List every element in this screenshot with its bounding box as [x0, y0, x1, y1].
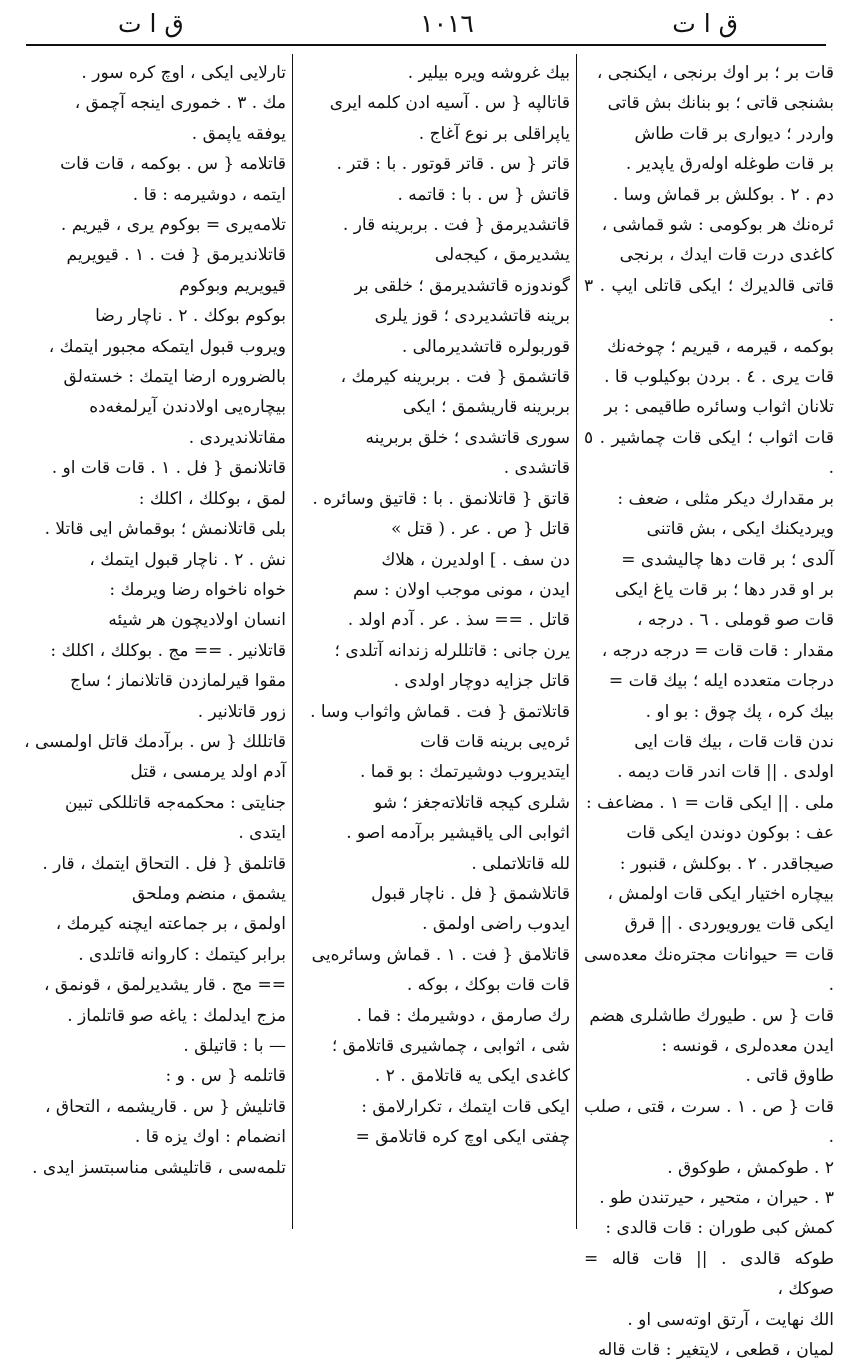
- text-line: قوربولره قاتشدیرمالی .: [401, 336, 570, 357]
- text-line: بیچاره اختیار ایكی قات اولمش ،: [607, 883, 834, 904]
- text-line: كمش كبی طوران : قات قالدی :: [605, 1218, 834, 1239]
- text-line: قاتشدیرمق { فت . بربرینه قار .: [342, 215, 570, 236]
- column-divider-left: [292, 54, 293, 1229]
- column-divider-right: [576, 54, 577, 1229]
- text-line: قاتل { ص . عر . ( قتل »: [390, 519, 570, 540]
- text-line: قاتی قالدیرك ؛ ایكی قاتلی ایپ . ٣ .: [584, 275, 834, 327]
- text-line: بلی قاتلانمش ؛ بوقماش ایی قاتلا .: [44, 519, 286, 540]
- page-header: [22, 6, 828, 40]
- text-line: ایدن معده‌لری ، قونسه :: [661, 1036, 834, 1056]
- text-line: قات بر ؛ بر اوك برنجی ، ایكنجی ،: [596, 63, 834, 83]
- text-line: قاتلاتمق { فت . قماش واثواب وسا .: [310, 701, 570, 722]
- text-line: آدم اولد یرمسی ، قتل: [130, 762, 286, 783]
- text-line: قاتلامق { فت . ١ . قماش وسائره‌یی: [311, 944, 570, 965]
- text-line: كاغدی درت قات ایدك ، برنجی: [619, 245, 834, 266]
- text-line: بر قات طوغله اوله‌رق یاپدیر .: [625, 154, 834, 175]
- text-line: بیچاره‌یی اولادندن آیرلمغه‌ده: [89, 397, 286, 418]
- text-line: انضمام : اوك یزه قا .: [134, 1127, 286, 1148]
- text-line: رك صارمق ، دوشیرمك : قما .: [356, 1005, 570, 1026]
- text-line: ایتمه ، دوشیرمه : قا .: [132, 184, 286, 205]
- text-line: اولدی . || قات اندر قات دیمه .: [617, 762, 834, 783]
- text-line: بوكوم بوكك . ٢ . ناچار رضا: [95, 306, 286, 327]
- text-line: ندن قات قات ، بیك قات ایی: [634, 731, 834, 752]
- text-line: ایتدیروب دوشیرتمك : بو قما .: [359, 762, 570, 783]
- column-middle: [300, 58, 570, 1230]
- text-line: ئره‌یی برینه قات قات: [420, 731, 570, 752]
- text-line: انسان اولادیچون هر شیئه: [108, 610, 286, 631]
- text-line: شی ، اثوابی ، چماشیری قاتلامق ؛: [331, 1036, 570, 1056]
- text-line: قات یری . ٤ . بردن بوكیلوب قا .: [604, 367, 834, 388]
- text-line: قاتش { س . با : قاتمه .: [397, 184, 570, 205]
- text-line: یوفقه یاپمق .: [191, 123, 286, 144]
- text-line: طوكه قالدی . || قات قاله = صوكك ،: [584, 1248, 834, 1300]
- text-line: بربرینه قاریشمق ؛ ایكی: [402, 397, 570, 418]
- text-line: قاتلمه { س . و :: [165, 1066, 286, 1087]
- text-line: بشنجی قاتی ؛ بو بنانك بش قاتی: [607, 93, 834, 114]
- text-line: قاتالپه { س . آسیه ادن كلمه ایری: [329, 93, 570, 114]
- text-line: مقدار : قات قات = درجه درجه ،: [601, 640, 834, 661]
- text-line: آلدی ؛ بر قات دها چالیشدی =: [621, 549, 834, 570]
- text-line: قاتلیش { س . قاریشمه ، التحاق ،: [45, 1096, 286, 1117]
- text-line: بر او قدر دها ؛ بر قات یاغ ایكی: [614, 579, 834, 600]
- text-line: قیویریم وبوكوم: [179, 275, 286, 296]
- text-line: قاتلامه { س . بوكمه ، قات قات: [60, 154, 286, 175]
- text-line: قاتلانمق { فل . ١ . قات قات او .: [51, 458, 286, 479]
- text-line: كاغدی ایكی یه قاتلامق . ٢ .: [374, 1066, 570, 1087]
- text-line: درجات متعدده ایله ؛ بیك قات =: [608, 671, 834, 692]
- page-number: ١٠١٦: [420, 9, 474, 38]
- text-line: جنایتی : محكمه‌جه قاتللكی تبین: [64, 792, 286, 813]
- text-line: مقاتلاندیردی .: [188, 427, 286, 448]
- text-line: دم . ٢ . بوكلش بر قماش وسا .: [612, 184, 834, 205]
- text-line: قاتلاندیرمق { فت . ١ . قیویریم: [66, 245, 286, 266]
- text-line: خواه ناخواه رضا ویرمك :: [109, 579, 286, 600]
- text-line: ایدن ، مونی موجب اولان : سم: [352, 579, 570, 600]
- text-line: لمیان ، قطعی ، لایتغیر : قات قاله: [598, 1340, 834, 1361]
- text-line: لمق ، بوكلك ، اكلك :: [138, 488, 286, 509]
- text-line: == مج . قار یشدیرلمق ، قونمق ،: [43, 975, 286, 996]
- text-line: ملی . || ایكی قات = ١ . مضاعف :: [585, 792, 834, 813]
- text-line: برابر كیتمك : كاروانه قاتلدی .: [78, 944, 286, 965]
- text-line: بر مقدارك دیكر مثلی ، ضعف :: [617, 488, 834, 509]
- text-line: چفتی ایكی اوچ كره قاتلامق =: [355, 1127, 570, 1148]
- text-line: قات = حیوانات مجتره‌نك معده‌سی .: [584, 944, 834, 996]
- text-line: قات صو قوملی . ٦ . درجه ،: [636, 610, 834, 631]
- text-line: قاتلانیر . == مج . بوكلك ، اكلك :: [50, 640, 286, 661]
- text-line: سوری قاتشدی ؛ خلق بربرینه: [365, 427, 570, 448]
- text-line: تلمه‌سی ، قاتلیشی مناسبتسز ایدی .: [32, 1157, 286, 1178]
- text-line: دن سف . ] اولدیرن ، هلاك: [381, 549, 570, 570]
- text-line: یرن جانی : قاتللرله زندانه آتلدی ؛: [334, 640, 570, 661]
- text-line: بیك غروشه ویره بیلیر .: [407, 63, 570, 83]
- text-line: تلانان اثواب وسائره طاقیمی : بر: [604, 397, 834, 418]
- text-line: مزج ایدلمك : یاغه صو قاتلماز .: [67, 1005, 286, 1026]
- column-right: [584, 58, 834, 1361]
- text-line: ٢ . طوكمش ، طوكوق .: [667, 1157, 834, 1178]
- text-line: نش . ٢ . ناچار قبول ایتمك ،: [89, 549, 286, 570]
- text-line: بوكمه ، قیرمه ، قیریم ؛ چوخه‌نك: [607, 336, 834, 357]
- text-line: قاتللك { س . برآدمك قاتل اولمسی ،: [24, 731, 286, 752]
- text-line: ویروب قبول ایتمكه مجبور ایتمك ،: [48, 336, 286, 357]
- text-line: قات { س . طیورك طاشلری هضم: [589, 1005, 834, 1026]
- text-line: الك نهایت ، آرتق اوته‌سی او .: [627, 1309, 834, 1330]
- text-line: طاوق قاتی .: [745, 1066, 834, 1087]
- text-line: قاتشمق { فت . بربرینه كیرمك ،: [340, 367, 570, 388]
- text-line: مك . ٣ . خموری اینجه آچمق ،: [74, 93, 286, 114]
- running-head-left: ق ا ت: [118, 9, 184, 38]
- text-line: لله قاتلاتملی .: [471, 853, 570, 874]
- text-line: اولمق ، بر جماعته ایچنه كیرمك ،: [55, 914, 286, 935]
- text-line: یشدیرمق ، كیجه‌لی: [434, 245, 570, 266]
- text-line: گوندوزه قاتشدیرمق ؛ خلقی بر: [354, 275, 570, 296]
- text-line: بالضروره ارضا ایتمك : خسته‌لق: [63, 367, 286, 388]
- text-line: تلامه‌یری = بوكوم یری ، قیریم .: [60, 215, 286, 236]
- text-line: زور قاتلانیر .: [197, 701, 286, 722]
- text-line: قاتق { قاتلانمق . با : قاتیق وسائره .: [312, 488, 570, 509]
- text-line: ایكی قات یورویوردی . || قرق: [624, 914, 834, 935]
- text-line: — با : قاتیلق .: [183, 1036, 286, 1056]
- text-line: قاتشدی .: [503, 458, 570, 479]
- text-line: ایكی قات ایتمك ، تكرارلامق :: [361, 1096, 570, 1117]
- text-line: مقوا قیرلمازدن قاتلانماز ؛ ساج: [70, 671, 286, 692]
- text-line: قاتلمق { فل . التحاق ایتمك ، قار .: [42, 853, 286, 874]
- text-line: قاتر { س . قاتر قوتور . با : قتر .: [336, 154, 570, 175]
- text-line: عف : بوكون دوندن ایكی قات: [626, 823, 834, 844]
- text-line: قاتلاشمق { فل . ناچار قبول: [371, 883, 570, 904]
- text-line: ایدوب راضی اولمق .: [422, 914, 570, 935]
- column-left: [22, 58, 286, 1230]
- text-line: قات { ص . ١ . سرت ، قتی ، صلب .: [584, 1096, 834, 1148]
- text-line: صیجاقدر . ٢ . بوكلش ، قنبور :: [619, 853, 834, 874]
- header-rule: [26, 44, 826, 46]
- text-line: ئره‌نك هر بوكومی : شو قماشی ،: [601, 215, 834, 236]
- text-line: یاپراقلی بر نوع آغاج .: [418, 123, 570, 144]
- text-line: قاتل جزایه دوچار اولدی .: [393, 671, 570, 692]
- text-line: قاتل . == سذ . عر . آدم اولد .: [347, 610, 570, 631]
- text-line: ویردیكنك ایكی ، بش قاتنی: [646, 519, 834, 540]
- text-line: ایتدی .: [238, 823, 286, 844]
- text-line: یشمق ، منضم وملحق: [132, 883, 286, 904]
- text-line: بیك كره ، پك چوق : بو او .: [645, 701, 834, 722]
- text-line: قات قات بوكك ، بوكه .: [406, 975, 570, 996]
- text-line: واردر ؛ دیواری بر قات طاش: [634, 123, 834, 144]
- text-line: اثوابی الی یاقیشیر برآدمه اصو .: [346, 823, 570, 844]
- text-line: ٣ . حیران ، متحیر ، حیرتندن طو .: [599, 1188, 834, 1209]
- text-line: برینه قاتشدیردی ؛ قوز یلری: [374, 306, 570, 327]
- text-line: تارلایی ایكی ، اوچ كره سور .: [81, 63, 286, 83]
- running-head-right: ق ا ت: [672, 9, 738, 38]
- text-line: قات اثواب ؛ ایكی قات چماشیر . ٥ .: [584, 427, 834, 479]
- text-line: شلری كیجه قاتلاته‌جغز ؛ شو: [373, 792, 570, 813]
